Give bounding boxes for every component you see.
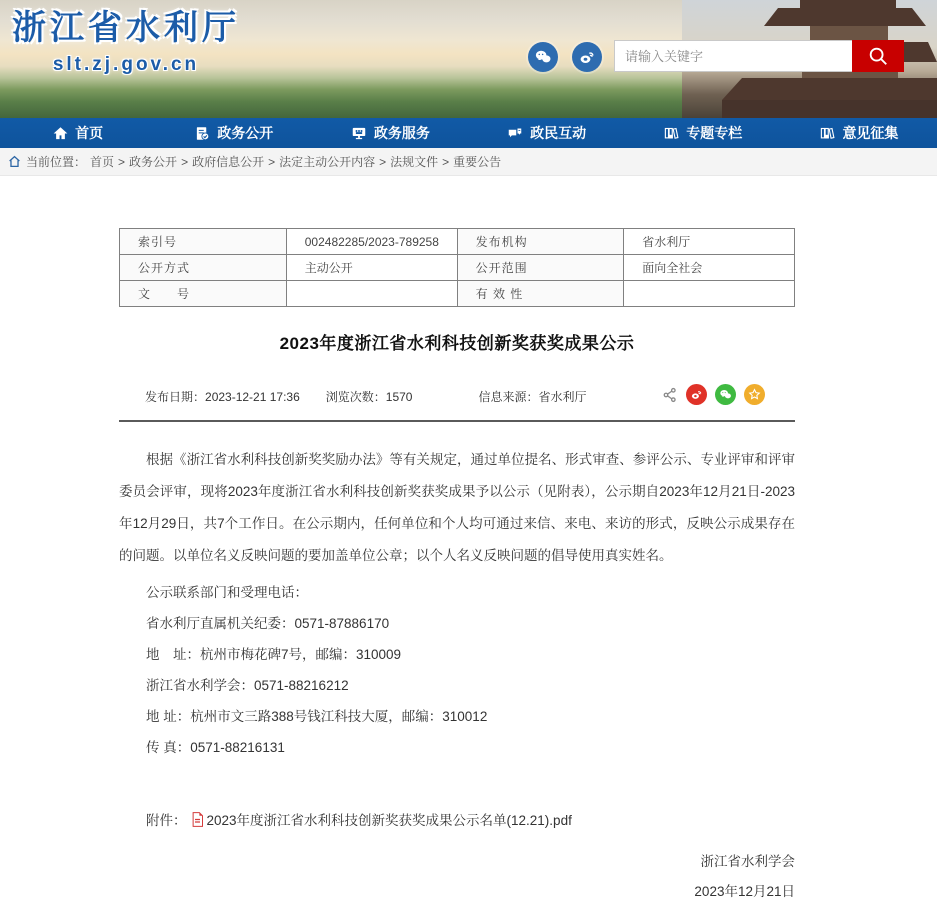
signature-org: 浙江省水利学会 [700, 854, 795, 869]
contact-fax: 传 真：0571-88216131 [146, 740, 285, 755]
home-icon [53, 126, 68, 141]
contact-phone-society: 浙江省水利学会：0571-88216212 [146, 678, 349, 693]
wechat-share-icon[interactable] [715, 384, 736, 405]
info-source: 信息来源：省水利厅 [478, 389, 587, 404]
nav-item-special-topics[interactable] [625, 118, 781, 148]
table-row [120, 229, 795, 255]
article-paragraph: 根据《浙江省水利科技创新奖奖励办法》等有关规定，通过单位提名、形式审查、参评公示、专业评审和评审委员会评审，现将2023年度浙江省水利科技创新奖获奖成果予以公示（见附表），公示期自2023年12月21日-2023年12月29日，共7个工作日。在公示期内，任何单位和个人均可通过来信、来电、来访的形式，反映公示成果存在的问题。以单位名义反映问题的要加盖单位公章；以个人名义反映问题的倡导使用真实姓名。 [119, 452, 795, 563]
breadcrumb-item-home[interactable]: 首页 [90, 155, 115, 169]
banner-photo [0, 0, 937, 118]
books-icon [819, 126, 835, 141]
view-count: 浏览次数：1570 [325, 389, 413, 404]
doc-agency-label: 发布机构 [457, 229, 624, 255]
meta-divider [119, 420, 795, 422]
table-row [120, 281, 795, 307]
nav-item-gov-services[interactable] [312, 118, 468, 148]
weibo-share-icon[interactable] [686, 384, 707, 405]
header-social-icons [528, 42, 602, 72]
contact-address-1: 地 址：杭州市梅花碑7号，邮编：310009 [146, 647, 402, 662]
breadcrumb-separator: > [118, 154, 126, 169]
doc-validity-label: 有 效 性 [457, 281, 624, 307]
nav-item-interaction[interactable] [469, 118, 625, 148]
monitor-icon [351, 126, 367, 141]
home-icon [8, 155, 21, 168]
breadcrumb-separator: > [379, 154, 387, 169]
nav-item-label: 政务公开 [217, 125, 274, 141]
table-row [120, 255, 795, 281]
nav-item-home[interactable] [0, 118, 156, 148]
search-button[interactable] [852, 40, 904, 72]
breadcrumb-item-statutory-content[interactable]: 法定主动公开内容 [279, 155, 376, 169]
site-domain: slt.zj.gov.cn [52, 54, 200, 76]
breadcrumb-separator: > [181, 154, 189, 169]
favorite-star-icon[interactable] [744, 384, 765, 405]
share-buttons [662, 384, 765, 405]
attachment-link[interactable]: 2023年度浙江省水利科技创新奖获奖成果公示名单(12.21).pdf [206, 813, 572, 828]
contact-heading: 公示联系部门和受理电话： [146, 585, 308, 600]
doc-agency-value: 省水利厅 [624, 229, 795, 255]
share-icon[interactable] [662, 387, 678, 403]
page-title: 2023年度浙江省水利科技创新奖获奖成果公示 [279, 334, 635, 353]
search-input[interactable] [614, 40, 852, 72]
attachment-row [119, 809, 795, 829]
doc-index-value: 002482285/2023-789258 [286, 229, 457, 255]
doc-scope-value: 面向全社会 [624, 255, 795, 281]
books-icon [663, 126, 679, 141]
doc-index-label: 索引号 [120, 229, 287, 255]
breadcrumb-item-regulations[interactable]: 法规文件 [390, 155, 439, 169]
nav-item-label: 意见征集 [842, 125, 899, 141]
wechat-icon[interactable] [528, 42, 558, 72]
nav-item-label: 政民互动 [530, 125, 587, 141]
content-area [0, 176, 937, 907]
breadcrumb-item-gov-info[interactable]: 政务公开 [129, 155, 178, 169]
main-nav [0, 118, 937, 148]
doc-info-table [119, 228, 795, 307]
nav-item-label: 首页 [75, 125, 104, 141]
doc-number-value [286, 281, 457, 307]
search-icon [867, 45, 889, 67]
doc-validity-value [624, 281, 795, 307]
nav-item-label: 政务服务 [373, 125, 430, 141]
doc-method-label: 公开方式 [120, 255, 287, 281]
breadcrumb [0, 148, 937, 176]
breadcrumb-item-gov-info-disclosure[interactable]: 政府信息公开 [192, 155, 265, 169]
breadcrumb-separator: > [268, 154, 276, 169]
attachment-label: 附件： [146, 813, 187, 828]
breadcrumb-label: 当前位置： [26, 155, 87, 169]
article-meta [119, 384, 795, 408]
chat-icon [507, 126, 523, 141]
article-body [119, 444, 795, 907]
breadcrumb-item-important-notices[interactable]: 重要公告 [453, 155, 502, 169]
doc-scope-label: 公开范围 [457, 255, 624, 281]
signature-block [119, 847, 795, 907]
breadcrumb-separator: > [442, 154, 450, 169]
pdf-icon [191, 812, 204, 827]
contact-phone-committee: 省水利厅直属机关纪委：0571-87886170 [146, 616, 390, 631]
doc-method-value: 主动公开 [286, 255, 457, 281]
doc-number-label: 文 号 [120, 281, 287, 307]
weibo-icon[interactable] [572, 42, 602, 72]
site-search [614, 40, 904, 72]
contact-address-2: 地 址：杭州市文三路388号钱江科技大厦，邮编：310012 [146, 709, 488, 724]
contact-block [119, 578, 795, 763]
nav-item-opinion-collection[interactable] [781, 118, 937, 148]
signature-date: 2023年12月21日 [694, 884, 795, 899]
publish-date: 发布日期：2023-12-21 17:36 [145, 389, 300, 404]
nav-item-gov-info[interactable] [156, 118, 312, 148]
doc-check-icon [195, 126, 210, 141]
site-title: 浙江省水利厅 [12, 9, 240, 47]
nav-item-label: 专题专栏 [686, 125, 743, 141]
site-logo[interactable] [12, 10, 240, 76]
